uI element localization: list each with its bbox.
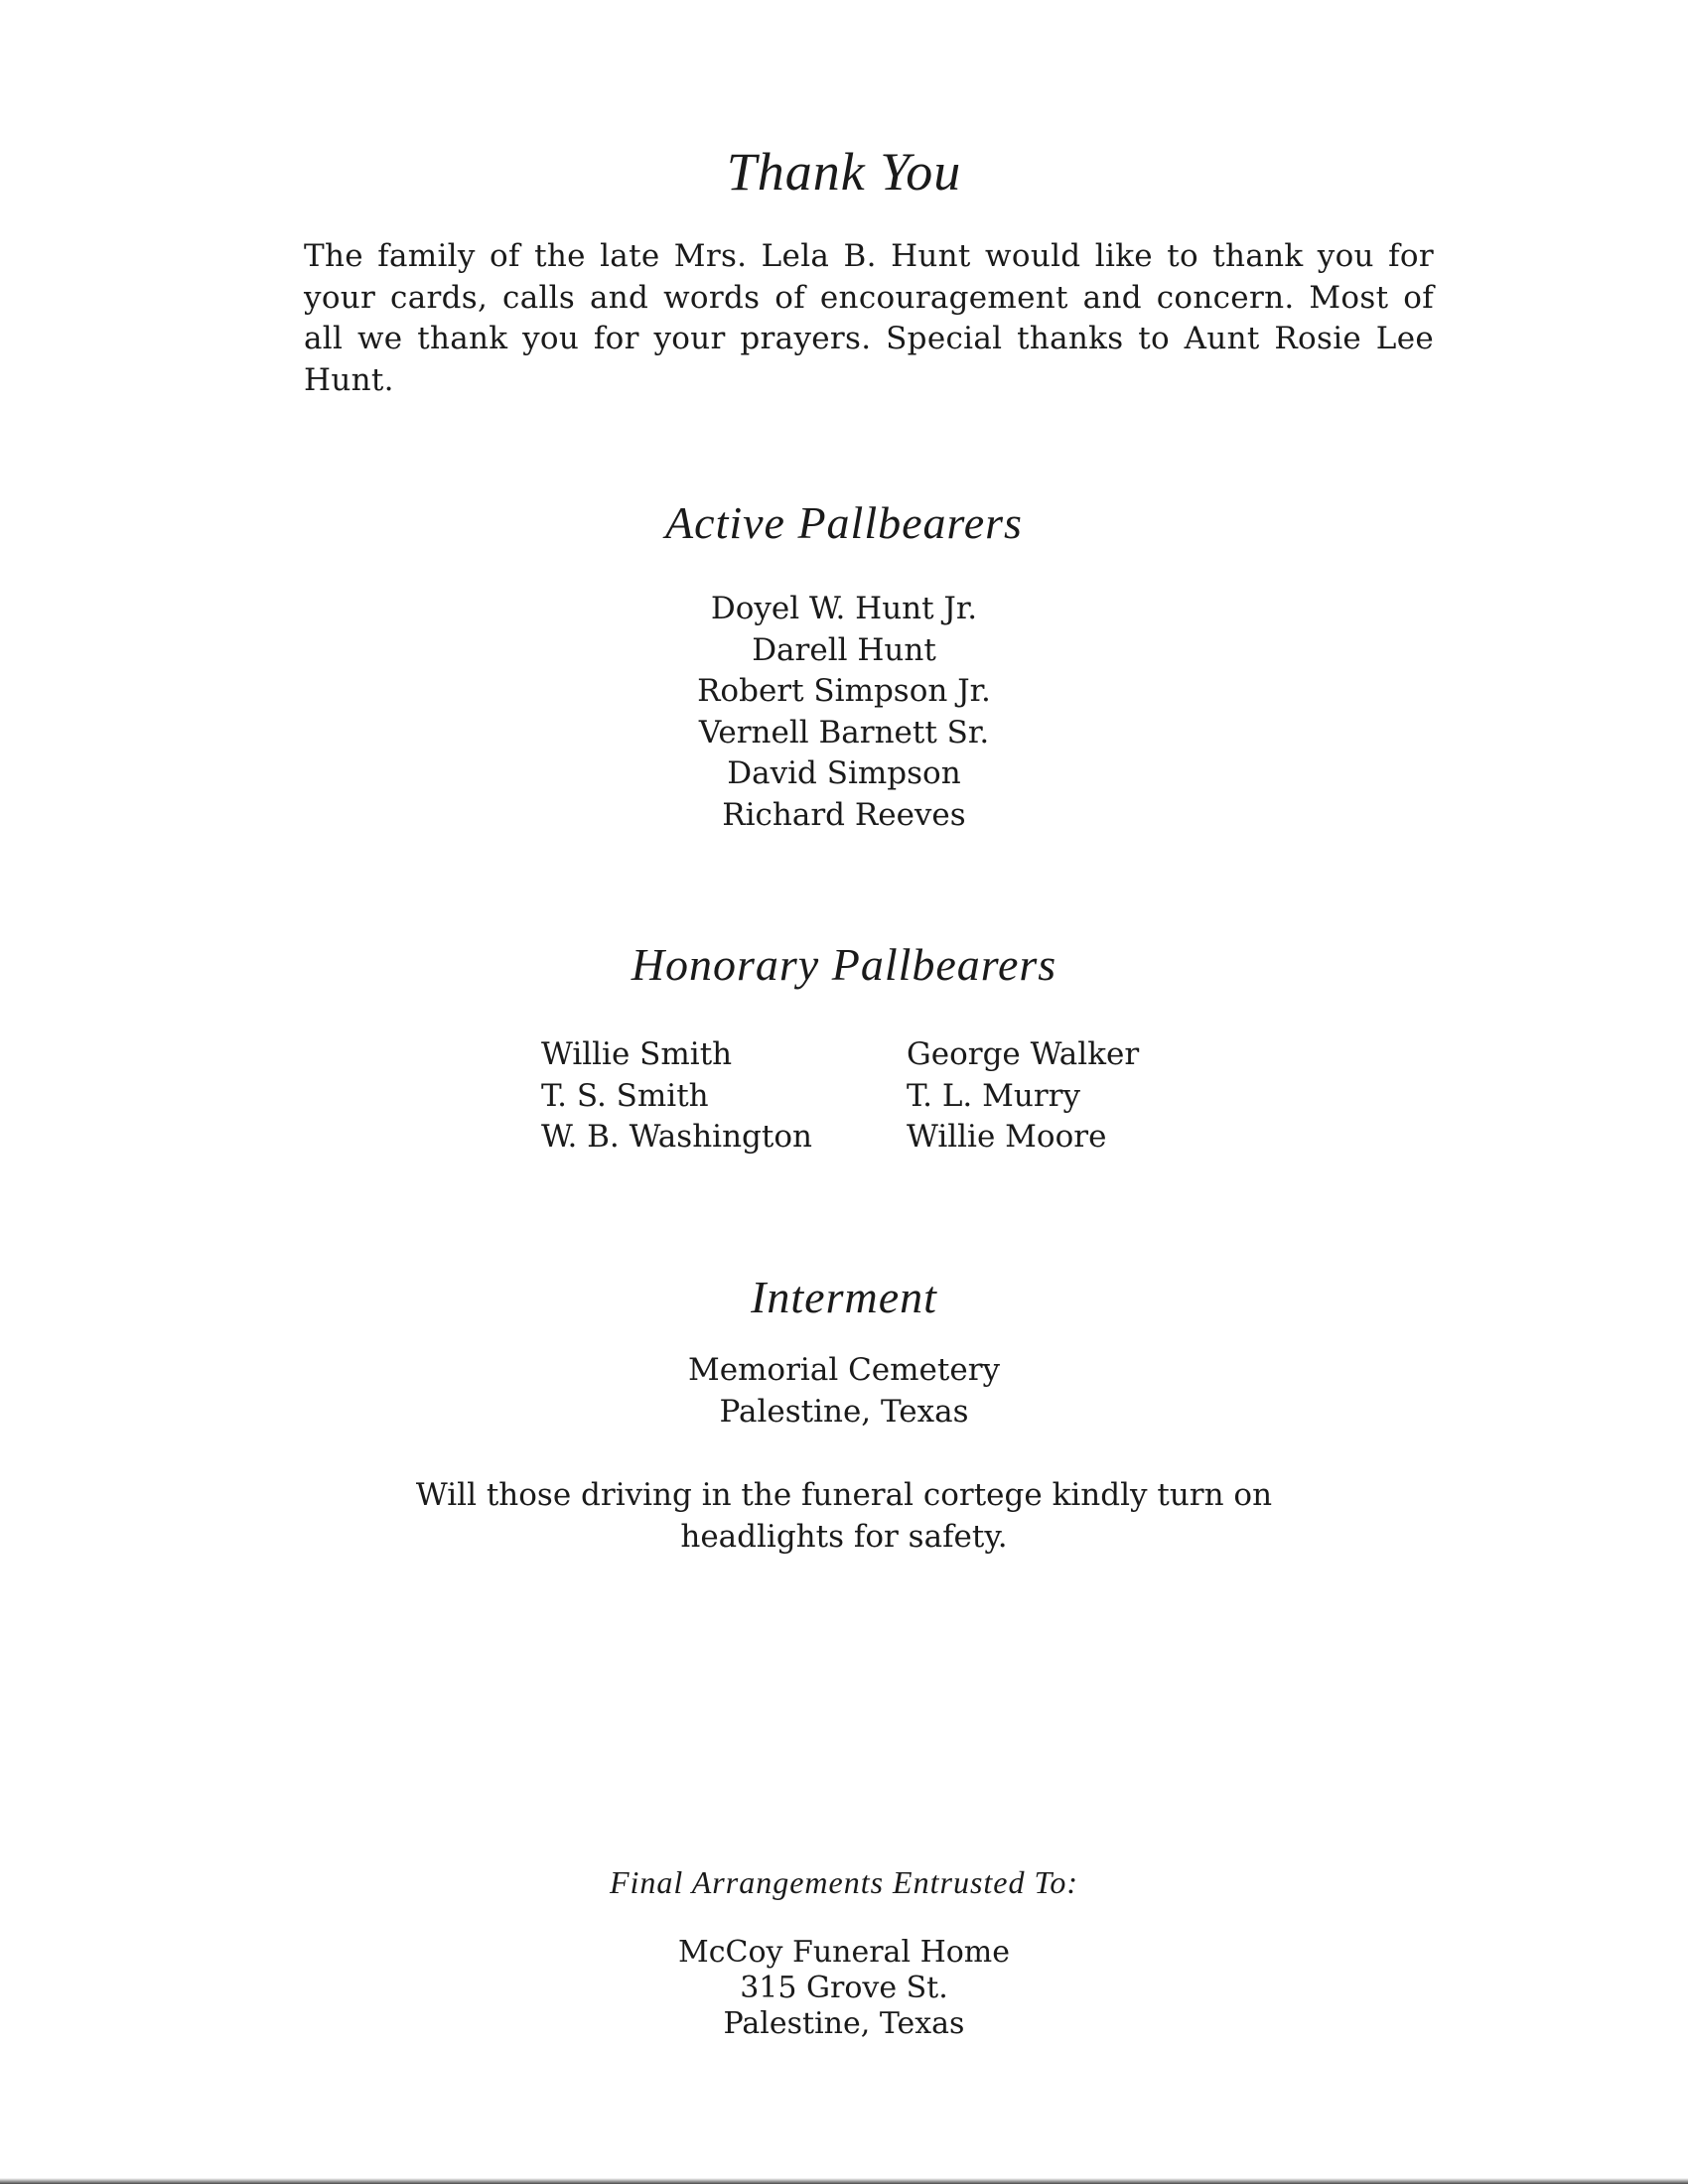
- pallbearer-name: Doyel W. Hunt Jr.: [710, 591, 978, 626]
- pallbearer-name: Darell Hunt: [752, 631, 936, 668]
- pallbearer-name: Richard Reeves: [722, 796, 966, 833]
- funeral-home-name: McCoy Funeral Home: [677, 1935, 1010, 1970]
- interment-heading: Interment: [751, 1272, 937, 1322]
- honorary-name: T. S. Smith: [541, 1077, 709, 1114]
- thank-you-heading: Thank You: [726, 142, 962, 202]
- notice-line: Will those driving in the funeral cortege kindly turn on: [415, 1477, 1273, 1513]
- honorary-name: T. L. Murry: [907, 1077, 1080, 1114]
- honorary-name: Willie Moore: [907, 1119, 1107, 1155]
- final-arrangements-heading: Final Arrangements Entrusted To:: [609, 1864, 1078, 1900]
- honorary-name: George Walker: [907, 1036, 1140, 1072]
- funeral-home-info: [0, 1935, 1688, 2042]
- headlights-notice: [0, 1475, 1688, 1558]
- honorary-name: W. B. Washington: [541, 1119, 812, 1155]
- pallbearer-name: Vernell Barnett Sr.: [698, 714, 990, 751]
- funeral-home-address: 315 Grove St.: [740, 1971, 948, 2005]
- honorary-name: Willie Smith: [541, 1036, 733, 1072]
- active-pallbearers-heading: Active Pallbearers: [665, 497, 1023, 548]
- pallbearer-name: Robert Simpson Jr.: [697, 673, 991, 709]
- funeral-home-city: Palestine, Texas: [723, 2006, 965, 2041]
- interment-location: [0, 1350, 1688, 1433]
- honorary-column-right: [907, 1034, 1139, 1159]
- honorary-column-left: [541, 1034, 812, 1159]
- thank-you-message: The family of the late Mrs. Lela B. Hunt would like to thank you for your cards, calls and words of encouragement and concern. Most of all we thank you for your prayers. Special thanks to Aunt Rosie Lee Hunt.: [304, 238, 1434, 398]
- notice-line: headlights for safety.: [680, 1518, 1008, 1555]
- honorary-pallbearers-heading: Honorary Pallbearers: [631, 939, 1057, 990]
- cemetery-name: Memorial Cemetery: [687, 1352, 1001, 1388]
- cemetery-city: Palestine, Texas: [719, 1393, 969, 1430]
- pallbearer-name: David Simpson: [727, 755, 961, 791]
- active-pallbearers-list: [0, 589, 1688, 836]
- scan-edge-shadow: [0, 2178, 1688, 2184]
